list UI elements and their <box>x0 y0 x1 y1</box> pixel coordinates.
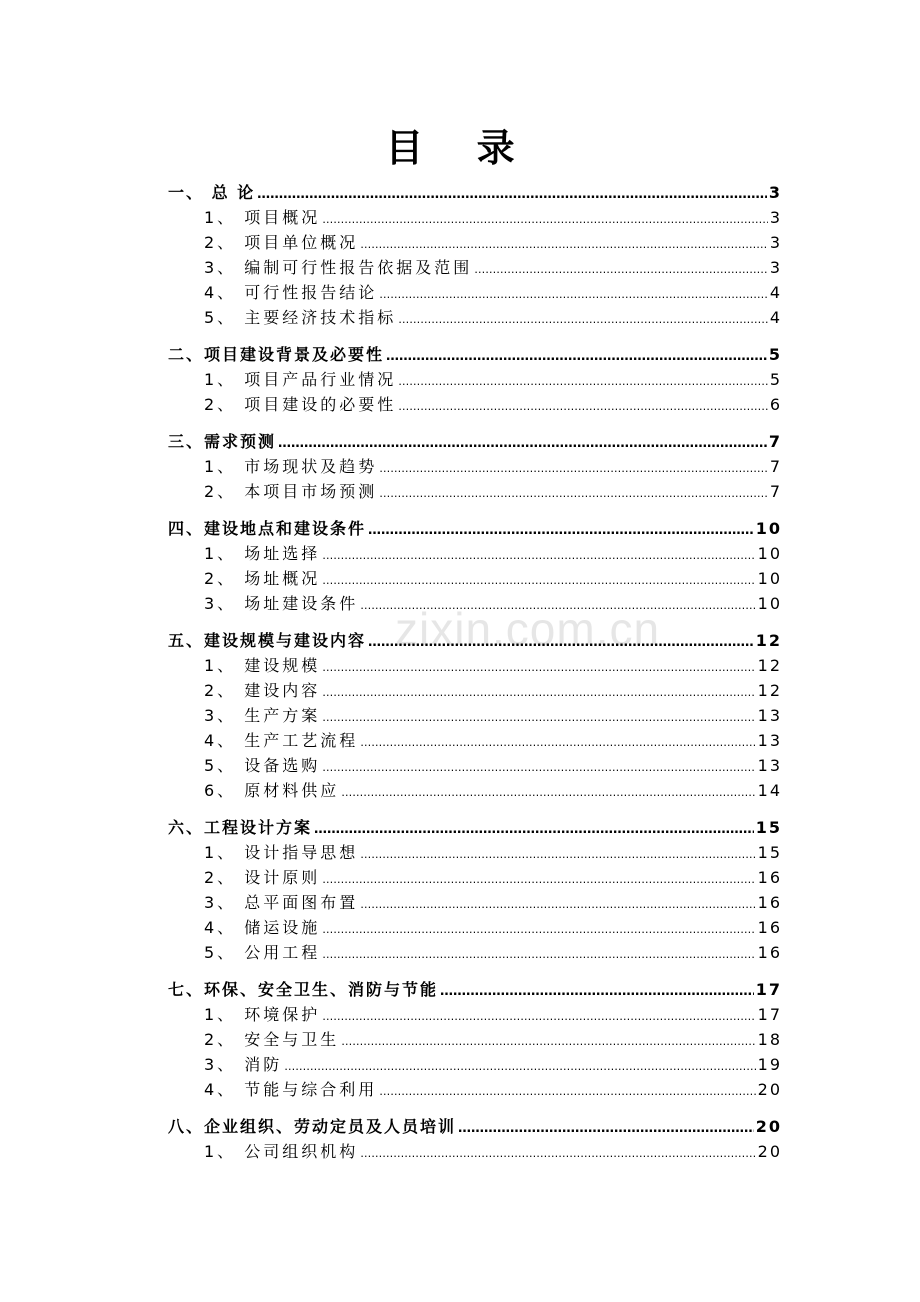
toc-page-number: 5 <box>769 370 782 389</box>
toc-section-entry[interactable] <box>168 591 782 616</box>
toc-section-entry[interactable] <box>168 1077 782 1102</box>
dot-leader <box>379 481 768 506</box>
toc-page-number: 12 <box>757 656 782 675</box>
toc-section-entry[interactable] <box>168 230 782 255</box>
toc-section-entry[interactable] <box>168 479 782 504</box>
toc-entry-label: 八、企业组织、劳动定员及人员培训 <box>168 1117 457 1136</box>
toc-entry-label: 6、 原材料供应 <box>204 781 340 800</box>
toc-entry-label: 六、工程设计方案 <box>168 818 313 837</box>
toc-entry-label: 2、 项目建设的必要性 <box>204 395 397 414</box>
toc-section-entry[interactable] <box>168 728 782 753</box>
toc-page-number: 7 <box>769 482 782 501</box>
toc-entry-label: 1、 项目产品行业情况 <box>204 370 397 389</box>
dot-leader <box>257 182 767 207</box>
dot-leader <box>322 1004 755 1029</box>
toc-entry-label: 3、 生产方案 <box>204 706 321 725</box>
toc-page-number: 10 <box>757 594 782 613</box>
toc-page-number: 4 <box>769 308 782 327</box>
toc-section-entry[interactable] <box>168 840 782 865</box>
toc-page-number: 5 <box>768 345 782 364</box>
toc-entry-label: 四、建设地点和建设条件 <box>168 519 367 538</box>
toc-section-entry[interactable] <box>168 392 782 417</box>
toc-entry-label: 4、 储运设施 <box>204 918 321 937</box>
dot-leader <box>322 568 755 593</box>
toc-page-number: 3 <box>768 183 782 202</box>
dot-leader <box>360 730 755 755</box>
toc-entry-label: 4、 可行性报告结论 <box>204 283 378 302</box>
toc-section-entry[interactable] <box>168 753 782 778</box>
toc-page-number: 7 <box>769 457 782 476</box>
dot-leader <box>398 394 768 419</box>
toc-section-entry[interactable] <box>168 541 782 566</box>
page-title: 目 录 <box>385 126 535 170</box>
dot-leader <box>379 282 768 307</box>
toc-section-entry[interactable] <box>168 915 782 940</box>
toc-section-entry[interactable] <box>168 940 782 965</box>
toc-entry-label: 2、 项目单位概况 <box>204 233 359 252</box>
toc-chapter-entry[interactable] <box>168 429 782 454</box>
toc-entry-label: 1、 设计指导思想 <box>204 843 359 862</box>
dot-leader <box>278 431 767 456</box>
toc-page-number: 17 <box>757 1005 782 1024</box>
toc-entry-label: 1、 环境保护 <box>204 1005 321 1024</box>
toc-page-number: 14 <box>757 781 782 800</box>
toc-section-entry[interactable] <box>168 367 782 392</box>
dot-leader <box>322 680 755 705</box>
toc-entry-label: 3、 编制可行性报告依据及范围 <box>204 258 473 277</box>
toc-entry-label: 1、 项目概况 <box>204 208 321 227</box>
dot-leader <box>322 705 755 730</box>
toc-chapter-entry[interactable] <box>168 815 782 840</box>
dot-leader <box>360 892 755 917</box>
dot-leader <box>398 307 768 332</box>
toc-section-entry[interactable] <box>168 255 782 280</box>
dot-leader <box>322 543 755 568</box>
toc-entry-label: 3、 场址建设条件 <box>204 594 359 613</box>
dot-leader <box>322 755 755 780</box>
toc-page-number: 3 <box>769 233 782 252</box>
dot-leader <box>360 1141 755 1166</box>
toc-section-entry[interactable] <box>168 205 782 230</box>
toc-entry-label: 5、 公用工程 <box>204 943 321 962</box>
toc-chapter-entry[interactable] <box>168 1114 782 1139</box>
toc-entry-label: 5、 设备选购 <box>204 756 321 775</box>
toc-page-number: 13 <box>757 756 782 775</box>
dot-leader <box>379 456 768 481</box>
toc-page-number: 16 <box>757 893 782 912</box>
dot-leader <box>360 232 768 257</box>
toc-chapter-entry[interactable] <box>168 628 782 653</box>
toc-page-number: 20 <box>757 1142 782 1161</box>
toc-entry-label: 1、 场址选择 <box>204 544 321 563</box>
toc-page-number: 3 <box>769 258 782 277</box>
toc-chapter-entry[interactable] <box>168 516 782 541</box>
toc-section-entry[interactable] <box>168 1027 782 1052</box>
toc-entry-label: 4、 生产工艺流程 <box>204 731 359 750</box>
dot-leader <box>474 257 768 282</box>
toc-page-number: 12 <box>757 681 782 700</box>
dot-leader <box>284 1054 755 1079</box>
watermark: zixin.com.cn <box>395 603 661 655</box>
toc-page-number: 10 <box>755 519 782 538</box>
toc-entry-label: 三、需求预测 <box>168 432 277 451</box>
dot-leader <box>379 1079 755 1104</box>
toc-section-entry[interactable] <box>168 305 782 330</box>
dot-leader <box>322 655 755 680</box>
toc-section-entry[interactable] <box>168 280 782 305</box>
toc-entry-label: 2、 本项目市场预测 <box>204 482 378 501</box>
toc-entry-label: 5、 主要经济技术指标 <box>204 308 397 327</box>
toc-section-entry[interactable] <box>168 566 782 591</box>
toc-page-number: 10 <box>757 544 782 563</box>
toc-section-entry[interactable] <box>168 1139 782 1164</box>
toc-page-number: 18 <box>757 1030 782 1049</box>
toc-entry-label: 2、 场址概况 <box>204 569 321 588</box>
toc-section-entry[interactable] <box>168 653 782 678</box>
dot-leader <box>341 1029 755 1054</box>
toc-page-number: 20 <box>755 1117 782 1136</box>
toc-entry-label: 1、 公司组织机构 <box>204 1142 359 1161</box>
toc-page-number: 16 <box>757 943 782 962</box>
dot-leader <box>341 780 755 805</box>
toc-page-number: 12 <box>755 631 782 650</box>
dot-leader <box>322 917 755 942</box>
toc-page-number: 3 <box>769 208 782 227</box>
toc-section-entry[interactable] <box>168 1002 782 1027</box>
dot-leader <box>368 518 754 543</box>
toc-entry-label: 1、 建设规模 <box>204 656 321 675</box>
toc-entry-label: 二、项目建设背景及必要性 <box>168 345 385 364</box>
toc-page-number: 4 <box>769 283 782 302</box>
dot-leader <box>398 369 768 394</box>
toc-page-number: 15 <box>755 818 782 837</box>
toc-page-number: 15 <box>757 843 782 862</box>
toc-chapter-entry[interactable] <box>168 977 782 1002</box>
toc-section-entry[interactable] <box>168 703 782 728</box>
dot-leader <box>368 630 754 655</box>
toc-entry-label: 3、 总平面图布置 <box>204 893 359 912</box>
toc-page-number: 20 <box>757 1080 782 1099</box>
toc-page-number: 16 <box>757 868 782 887</box>
toc-entry-label: 五、建设规模与建设内容 <box>168 631 367 650</box>
toc-chapter-entry[interactable] <box>168 180 782 205</box>
dot-leader <box>322 942 755 967</box>
toc-section-entry[interactable] <box>168 678 782 703</box>
toc-entry-label: 1、 市场现状及趋势 <box>204 457 378 476</box>
dot-leader <box>360 593 755 618</box>
toc-section-entry[interactable] <box>168 454 782 479</box>
toc-entry-label: 2、 建设内容 <box>204 681 321 700</box>
dot-leader <box>386 344 767 369</box>
toc-entry-label: 七、环保、安全卫生、消防与节能 <box>168 980 439 999</box>
toc-entry-label: 4、 节能与综合利用 <box>204 1080 378 1099</box>
toc-page-number: 10 <box>757 569 782 588</box>
toc-page-number: 6 <box>769 395 782 414</box>
toc-entry-label: 3、 消防 <box>204 1055 283 1074</box>
toc-entry-label: 2、 设计原则 <box>204 868 321 887</box>
dot-leader <box>314 817 754 842</box>
dot-leader <box>322 207 768 232</box>
dot-leader <box>360 842 755 867</box>
toc-section-entry[interactable] <box>168 778 782 803</box>
toc-page-number: 19 <box>757 1055 782 1074</box>
toc-page-number: 13 <box>757 706 782 725</box>
toc-entry-label: 一、 总 论 <box>168 183 256 202</box>
toc-section-entry[interactable] <box>168 890 782 915</box>
toc-entry-label: 2、 安全与卫生 <box>204 1030 340 1049</box>
toc-page-number: 7 <box>768 432 782 451</box>
table-of-contents <box>168 180 782 1164</box>
toc-chapter-entry[interactable] <box>168 342 782 367</box>
toc-section-entry[interactable] <box>168 865 782 890</box>
dot-leader <box>440 979 754 1004</box>
dot-leader <box>322 867 755 892</box>
toc-section-entry[interactable] <box>168 1052 782 1077</box>
dot-leader <box>458 1116 754 1141</box>
toc-page-number: 17 <box>755 980 782 999</box>
toc-page-number: 16 <box>757 918 782 937</box>
toc-page-number: 13 <box>757 731 782 750</box>
